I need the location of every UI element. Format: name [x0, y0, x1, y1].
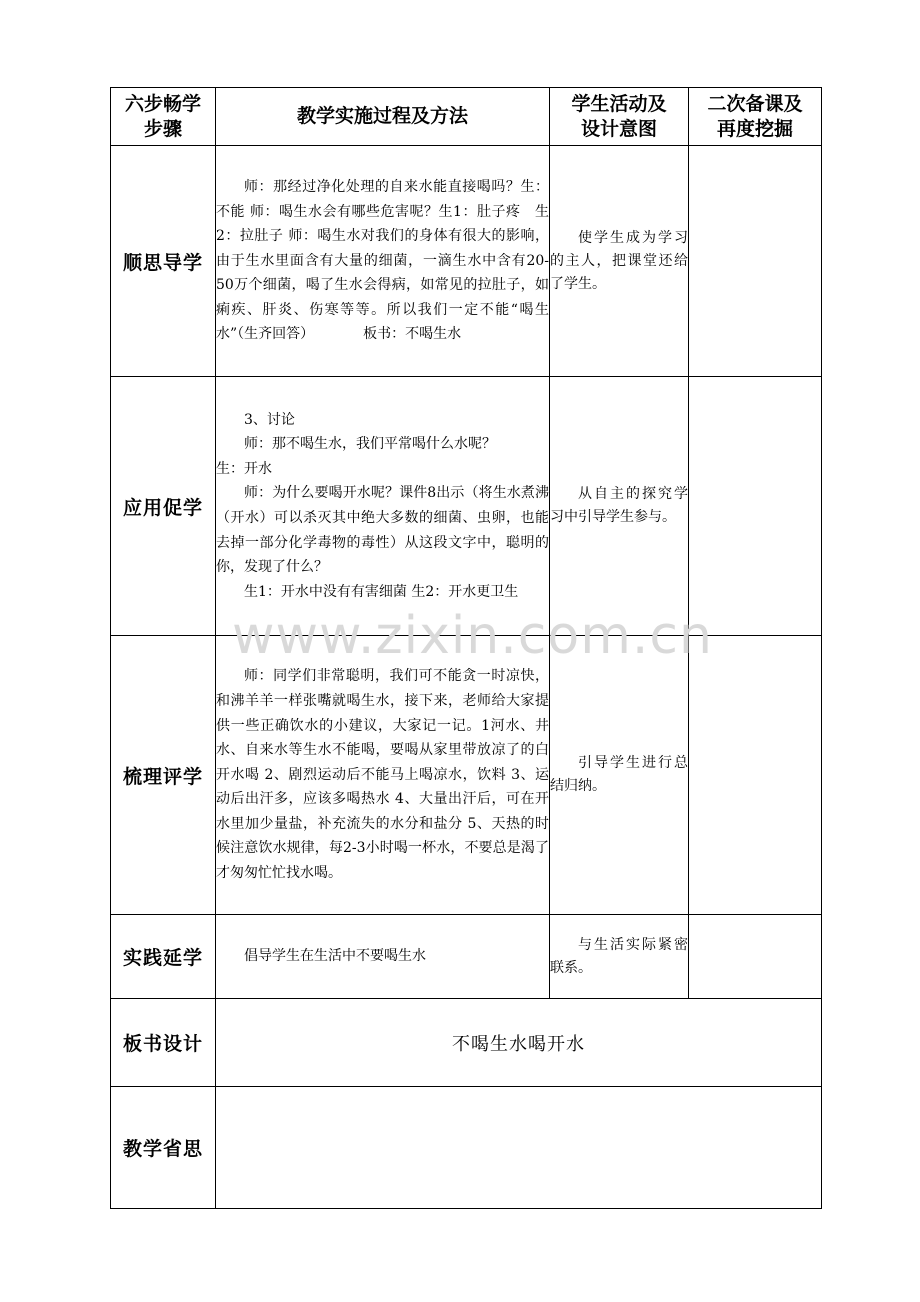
header-step-line-1: 六步畅学 [124, 92, 201, 115]
process-content [216, 915, 550, 999]
header-step [111, 88, 216, 146]
step-label: 顺思导学 [111, 146, 216, 377]
second-prep-cell [689, 146, 822, 377]
header-process-label: 教学实施过程及方法 [296, 105, 468, 127]
second-prep-cell [689, 915, 822, 999]
process-paragraph: 师：同学们非常聪明，我们可不能贪一时凉快，和沸羊羊一样张嘴就喝生水，接下来，老师给大家提供一些正确饮水的小建议，大家记一记。1河水、井水、自来水等生水不能喝，要喝从家里带放凉了的白开水喝 2、剧烈运动后不能马上喝凉水，饮料 3、运动后出汗多，应该多喝热水 4、大量出汗后，可在开水里加少量盐，补充流失的水分和盐分 5、天热的时候注意饮水规律，每2-3小时喝一杯水，不要总是渴了才匆匆忙忙找水喝。 [216, 668, 549, 882]
process-paragraph: 师：那不喝生水，我们平常喝什么水呢？ [244, 436, 496, 453]
board-design-label: 板书设计 [111, 999, 216, 1087]
header-activity-line-1: 学生活动及 [571, 92, 667, 115]
watermark: www.zixin.com.cn [232, 606, 713, 666]
header-second-prep-line-1: 二次备课及 [707, 92, 803, 115]
header-second-prep-line-2: 再度挖掘 [716, 117, 793, 140]
activity-note: 使学生成为学习的主人，把课堂还给了学生。 [550, 146, 689, 377]
header-second-prep [689, 88, 822, 146]
lesson-plan-table [110, 87, 822, 1209]
header-activity-line-2: 设计意图 [580, 117, 657, 140]
process-paragraph: 倡导学生在生活中不要喝生水 [244, 948, 426, 965]
process-paragraph: 师：那经过净化处理的自来水能直接喝吗？生：不能 师：喝生水会有哪些危害呢？生1：肚子疼 生2：拉肚子 师：喝生水对我们的身体有很大的影响，由于生水里面含有大量的细菌，一滴生水中含有20-50万个细菌，喝了生水会得病，如常见的拉肚子，如痢疾、肝炎、伤寒等等。所以我们一定不能“喝生水”（生齐回答） 板书：不喝生水 [216, 178, 549, 343]
step-label: 实践延学 [111, 915, 216, 999]
process-content [216, 377, 550, 636]
reflection-row [111, 1087, 822, 1209]
header-row [111, 88, 822, 146]
second-prep-cell [689, 636, 822, 915]
header-activity [550, 88, 689, 146]
process-paragraph: 3、讨论 [244, 411, 295, 428]
process-paragraph: 生1：开水中没有有害细菌 生2：开水更卫生 [244, 583, 519, 600]
step-label: 梳理评学 [111, 636, 216, 915]
activity-note: 与生活实际紧密联系。 [550, 915, 689, 999]
header-process [216, 88, 550, 146]
process-content [216, 146, 550, 377]
process-paragraph: 生：开水 [216, 460, 272, 477]
reflection-label: 教学省思 [111, 1087, 216, 1209]
table-row [111, 146, 822, 377]
activity-note: 从自主的探究学习中引导学生参与。 [550, 377, 689, 636]
second-prep-cell [689, 377, 822, 636]
header-step-line-2: 步骤 [143, 117, 182, 140]
table-row [111, 915, 822, 999]
board-design-row [111, 999, 822, 1087]
activity-note: 引导学生进行总结归纳。 [550, 636, 689, 915]
table-row [111, 636, 822, 915]
step-label: 应用促学 [111, 377, 216, 636]
process-paragraph: 师：为什么要喝开水呢？课件8出示（将生水煮沸（开水）可以杀灭其中绝大多数的细菌、虫卵，也能去掉一部分化学毒物的毒性）从这段文字中，聪明的你，发现了什么？ [216, 485, 549, 576]
table-row [111, 377, 822, 636]
board-design-text: 不喝生水喝开水 [216, 999, 822, 1087]
process-content [216, 636, 550, 915]
reflection-content [216, 1087, 822, 1209]
